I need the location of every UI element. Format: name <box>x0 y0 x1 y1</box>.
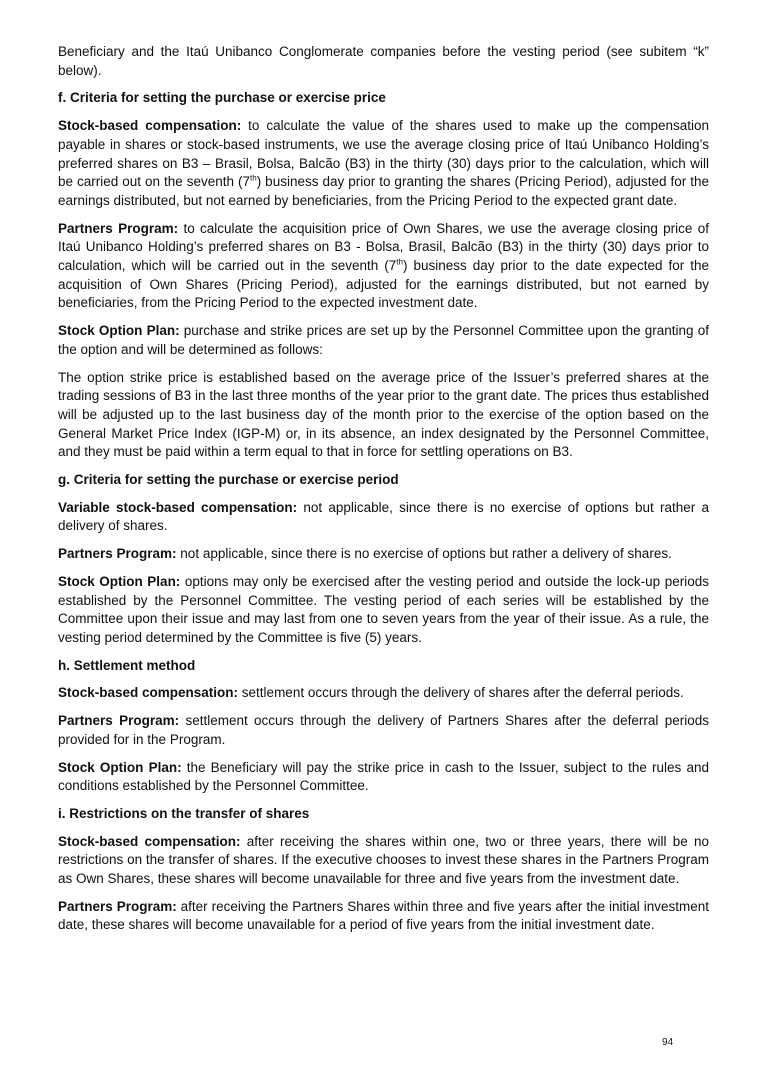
paragraph-text: not applicable, since there is no exercise of options but rather a delivery of shares. <box>58 499 709 534</box>
paragraph-text: ) business day prior to the date expected for the acquisition of Own Shares (Pricing Period), adjusted for the earnings distributed, but not earned by beneficiaries, from the Pricing Period to the expected investment date. <box>58 258 710 311</box>
lead-label: Stock Option Plan: <box>58 323 180 339</box>
section-f-paragraph-strike-price: The option strike price is established based on the average price of the Issuer’s preferred shares at the trading sessions of B3 in the last three months of the year prior to the grant date. The prices thus established will be adjusted up to the last business day of the month prior to the exercise of the option based on the General Market Price Index (IGP-M) or, in its absence, an index designated by the Personnel Committee, and they must be paid within a term equal to that in force for settling operations on B3. <box>58 369 709 460</box>
paragraph-text: after receiving the shares within one, two or three years, there will be no restrictions on the transfer of shares. If the executive chooses to invest these shares in the Partners Program as Own Shares, these shares will become unavailable for three and five years from the investment date. <box>58 833 709 887</box>
lead-label: Stock-based compensation: <box>58 685 239 701</box>
lead-label: Partners Program: <box>58 713 180 729</box>
section-h-paragraph-partners <box>58 712 709 749</box>
paragraph-text: ) business day prior to granting the shares (Pricing Period), adjusted for the earnings distributed, but not earned by beneficiaries, from the Pricing Period to the expected grant date. <box>58 174 709 208</box>
lead-label: Partners Program: <box>58 220 179 236</box>
paragraph-text: settlement occurs through the delivery of shares after the deferral periods. <box>238 685 684 701</box>
lead-label: Partners Program: <box>58 546 177 562</box>
section-i-paragraph-partners <box>58 898 709 935</box>
section-f-heading: f. Criteria for setting the purchase or exercise price <box>58 90 386 106</box>
paragraph-text: settlement occurs through the delivery of Partners Shares after the deferral periods provided for in the Program. <box>58 713 709 747</box>
paragraph-text: options may only be exercised after the vesting period and outside the lock-up periods established by the Personnel Committee. The vesting period of each series will be established by the Committee upon their issue and may last from one to seven years from the year of their issue. As a rule, the vesting period determined by the Committee is five (5) years. <box>58 573 709 645</box>
ordinal-superscript: th <box>396 257 403 267</box>
lead-label: Partners Program: <box>58 898 177 914</box>
page-number: 94 <box>662 1037 674 1048</box>
section-f-paragraph-partners <box>58 220 709 314</box>
section-g-heading: g. Criteria for setting the purchase or exercise period <box>58 472 399 488</box>
lead-label: Stock Option Plan: <box>58 573 181 589</box>
lead-label: Variable stock-based compensation: <box>58 499 298 515</box>
lead-label: Stock-based compensation: <box>58 118 242 134</box>
section-i-heading: i. Restrictions on the transfer of shares <box>58 805 310 821</box>
paragraph-text: not applicable, since there is no exercise of options but rather a delivery of shares. <box>176 546 672 562</box>
paragraph-text: to calculate the value of the shares used to make up the compensation payable in shares or stock-based instruments, we use the average closing price of Itaú Unibanco Holding’s preferred shares on B3 – Brasil, Bolsa, Balcão (B3) in the thirty (30) days prior to the calculation, which will be carried out on the seventh (7 <box>58 118 709 190</box>
section-g-paragraph-partners <box>58 545 709 564</box>
ordinal-superscript: th <box>250 173 257 183</box>
document-page <box>58 43 709 944</box>
continuation-paragraph: Beneficiary and the Itaú Unibanco Conglomerate companies before the vesting period (see subitem “k” below). <box>58 44 709 78</box>
lead-label: Stock Option Plan: <box>58 759 182 775</box>
section-h-heading: h. Settlement method <box>58 657 196 673</box>
section-h-paragraph-stock-based <box>58 684 709 703</box>
section-h-paragraph-stock-option <box>58 759 709 796</box>
section-g-paragraph-stock-option <box>58 573 709 648</box>
lead-label: Stock-based compensation: <box>58 833 241 849</box>
paragraph-text: to calculate the acquisition price of Own Shares, we use the average closing price of Itaú Unibanco Holding’s preferred shares on B3 - Bolsa, Brasil, Balcão (B3) in the thirty (30) days prior to calculation, which will be carried out in the seventh (7 <box>58 220 710 274</box>
section-i-paragraph-stock-based <box>58 833 709 889</box>
paragraph-text: purchase and strike prices are set up by the Personnel Committee upon the granting of the option and will be determined as follows: <box>58 323 709 357</box>
section-f-paragraph-stock-option <box>58 322 709 359</box>
paragraph-text: after receiving the Partners Shares within three and five years after the initial investment date, these shares will become unavailable for a period of five years from the initial investment date. <box>58 898 710 933</box>
section-g-paragraph-variable <box>58 499 709 536</box>
section-f-paragraph-stock-based <box>58 117 709 211</box>
paragraph-text: the Beneficiary will pay the strike price in cash to the Issuer, subject to the rules and conditions established by the Personnel Committee. <box>58 759 709 794</box>
